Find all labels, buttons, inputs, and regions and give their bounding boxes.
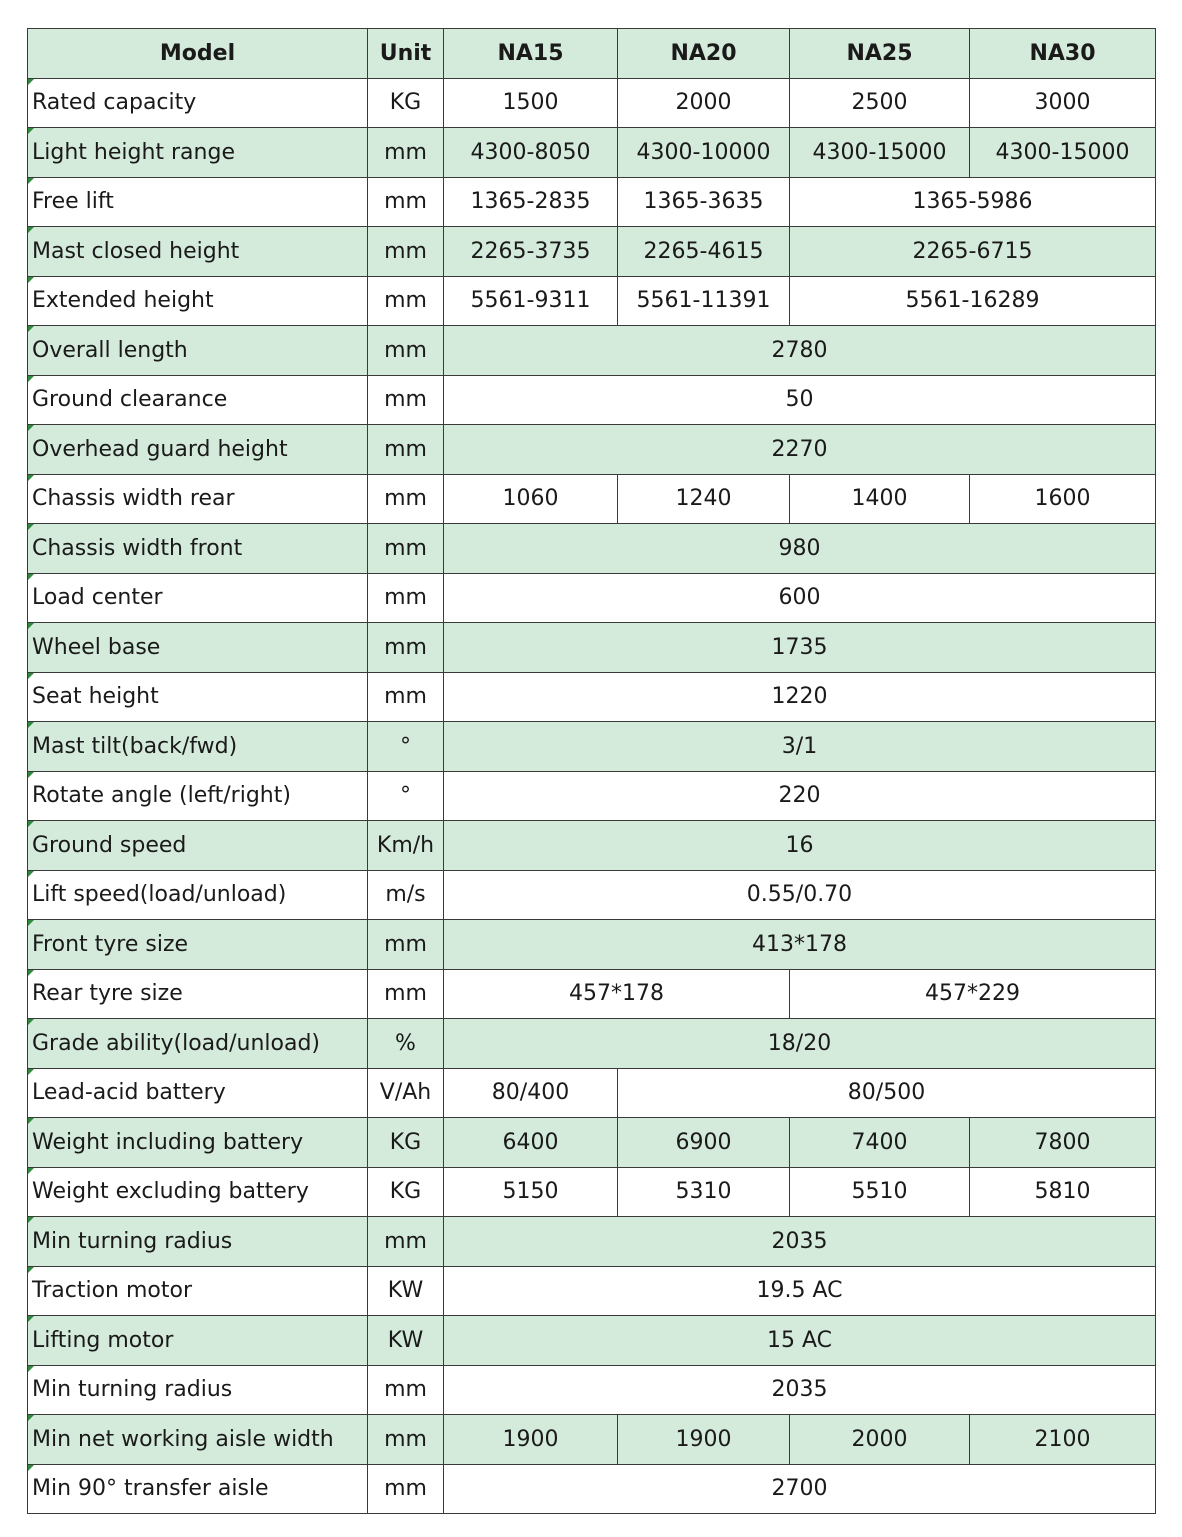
row-label: Wheel base xyxy=(28,623,368,673)
table-row xyxy=(28,1365,1156,1415)
table-row xyxy=(28,771,1156,821)
row-value: 16 xyxy=(444,821,1156,871)
row-unit: mm xyxy=(368,425,444,475)
row-value: 1900 xyxy=(618,1415,790,1465)
row-label: Min turning radius xyxy=(28,1365,368,1415)
row-label: Weight excluding battery xyxy=(28,1167,368,1217)
spec-table xyxy=(27,28,1156,1514)
row-label: Mast closed height xyxy=(28,227,368,277)
row-value: 5810 xyxy=(970,1167,1156,1217)
row-label: Grade ability(load/unload) xyxy=(28,1019,368,1069)
row-value: 19.5 AC xyxy=(444,1266,1156,1316)
spec-table-body xyxy=(28,29,1156,1514)
row-label: Ground speed xyxy=(28,821,368,871)
row-unit: KG xyxy=(368,1167,444,1217)
table-row xyxy=(28,1316,1156,1366)
row-label: Lift speed(load/unload) xyxy=(28,870,368,920)
table-row xyxy=(28,326,1156,376)
header-model-na20: NA20 xyxy=(618,29,790,79)
row-unit: ° xyxy=(368,771,444,821)
table-row xyxy=(28,276,1156,326)
row-label: Seat height xyxy=(28,672,368,722)
row-label: Min 90° transfer aisle xyxy=(28,1464,368,1514)
row-label: Rated capacity xyxy=(28,78,368,128)
row-value: 5510 xyxy=(790,1167,970,1217)
row-value: 2270 xyxy=(444,425,1156,475)
table-row xyxy=(28,474,1156,524)
header-model: Model xyxy=(28,29,368,79)
row-label: Overall length xyxy=(28,326,368,376)
row-value: 1900 xyxy=(444,1415,618,1465)
row-label: Rear tyre size xyxy=(28,969,368,1019)
table-row xyxy=(28,870,1156,920)
table-row xyxy=(28,573,1156,623)
row-label: Mast tilt(back/fwd) xyxy=(28,722,368,772)
row-value: 1500 xyxy=(444,78,618,128)
row-value: 50 xyxy=(444,375,1156,425)
row-value: 2100 xyxy=(970,1415,1156,1465)
table-row xyxy=(28,177,1156,227)
row-unit: mm xyxy=(368,375,444,425)
table-row xyxy=(28,1167,1156,1217)
row-value: 5561-11391 xyxy=(618,276,790,326)
row-unit: Km/h xyxy=(368,821,444,871)
row-label: Min net working aisle width xyxy=(28,1415,368,1465)
table-row xyxy=(28,78,1156,128)
row-value: 2265-6715 xyxy=(790,227,1156,277)
row-label: Free lift xyxy=(28,177,368,227)
table-header-row xyxy=(28,29,1156,79)
row-value: 80/400 xyxy=(444,1068,618,1118)
table-row xyxy=(28,524,1156,574)
row-value: 7800 xyxy=(970,1118,1156,1168)
row-unit: mm xyxy=(368,326,444,376)
row-value: 5310 xyxy=(618,1167,790,1217)
row-value: 2500 xyxy=(790,78,970,128)
row-unit: mm xyxy=(368,276,444,326)
table-row xyxy=(28,1266,1156,1316)
row-value: 2700 xyxy=(444,1464,1156,1514)
row-value: 5150 xyxy=(444,1167,618,1217)
row-unit: mm xyxy=(368,969,444,1019)
row-value: 1735 xyxy=(444,623,1156,673)
header-unit: Unit xyxy=(368,29,444,79)
table-row xyxy=(28,227,1156,277)
row-unit: KG xyxy=(368,78,444,128)
row-value: 7400 xyxy=(790,1118,970,1168)
header-model-na30: NA30 xyxy=(970,29,1156,79)
table-row xyxy=(28,128,1156,178)
table-row xyxy=(28,672,1156,722)
row-value: 1365-3635 xyxy=(618,177,790,227)
row-value: 1240 xyxy=(618,474,790,524)
row-value: 2035 xyxy=(444,1365,1156,1415)
row-value: 220 xyxy=(444,771,1156,821)
row-unit: V/Ah xyxy=(368,1068,444,1118)
row-label: Weight including battery xyxy=(28,1118,368,1168)
row-value: 0.55/0.70 xyxy=(444,870,1156,920)
row-value: 4300-8050 xyxy=(444,128,618,178)
row-label: Front tyre size xyxy=(28,920,368,970)
table-row xyxy=(28,1068,1156,1118)
row-label: Extended height xyxy=(28,276,368,326)
row-unit: mm xyxy=(368,1365,444,1415)
row-label: Chassis width front xyxy=(28,524,368,574)
row-label: Load center xyxy=(28,573,368,623)
row-unit: m/s xyxy=(368,870,444,920)
row-value: 980 xyxy=(444,524,1156,574)
table-row xyxy=(28,920,1156,970)
table-row xyxy=(28,969,1156,1019)
row-unit: KW xyxy=(368,1316,444,1366)
table-row xyxy=(28,722,1156,772)
row-value: 3000 xyxy=(970,78,1156,128)
row-value: 18/20 xyxy=(444,1019,1156,1069)
row-value: 2000 xyxy=(618,78,790,128)
table-row xyxy=(28,1019,1156,1069)
table-row xyxy=(28,425,1156,475)
row-value: 2265-4615 xyxy=(618,227,790,277)
row-label: Traction motor xyxy=(28,1266,368,1316)
row-unit: mm xyxy=(368,1464,444,1514)
row-unit: % xyxy=(368,1019,444,1069)
row-value: 1600 xyxy=(970,474,1156,524)
row-unit: mm xyxy=(368,524,444,574)
row-unit: mm xyxy=(368,227,444,277)
row-value: 2265-3735 xyxy=(444,227,618,277)
row-value: 1060 xyxy=(444,474,618,524)
row-unit: KW xyxy=(368,1266,444,1316)
row-unit: mm xyxy=(368,1217,444,1267)
row-value: 80/500 xyxy=(618,1068,1156,1118)
header-model-na25: NA25 xyxy=(790,29,970,79)
row-unit: KG xyxy=(368,1118,444,1168)
row-unit: mm xyxy=(368,672,444,722)
table-row xyxy=(28,1118,1156,1168)
row-label: Lifting motor xyxy=(28,1316,368,1366)
row-unit: mm xyxy=(368,623,444,673)
table-row xyxy=(28,1464,1156,1514)
row-value: 1400 xyxy=(790,474,970,524)
row-label: Rotate angle (left/right) xyxy=(28,771,368,821)
row-value: 1365-2835 xyxy=(444,177,618,227)
table-row xyxy=(28,821,1156,871)
row-label: Lead-acid battery xyxy=(28,1068,368,1118)
table-row xyxy=(28,1415,1156,1465)
table-row xyxy=(28,375,1156,425)
row-value: 15 AC xyxy=(444,1316,1156,1366)
row-unit: mm xyxy=(368,177,444,227)
row-value: 6900 xyxy=(618,1118,790,1168)
row-value: 2035 xyxy=(444,1217,1156,1267)
row-value: 1365-5986 xyxy=(790,177,1156,227)
row-value: 4300-10000 xyxy=(618,128,790,178)
row-value: 6400 xyxy=(444,1118,618,1168)
row-value: 457*229 xyxy=(790,969,1156,1019)
row-unit: ° xyxy=(368,722,444,772)
row-label: Ground clearance xyxy=(28,375,368,425)
row-value: 413*178 xyxy=(444,920,1156,970)
header-model-na15: NA15 xyxy=(444,29,618,79)
row-value: 5561-9311 xyxy=(444,276,618,326)
row-label: Light height range xyxy=(28,128,368,178)
row-unit: mm xyxy=(368,1415,444,1465)
table-row xyxy=(28,1217,1156,1267)
row-label: Min turning radius xyxy=(28,1217,368,1267)
row-unit: mm xyxy=(368,573,444,623)
row-value: 2780 xyxy=(444,326,1156,376)
table-row xyxy=(28,623,1156,673)
row-unit: mm xyxy=(368,474,444,524)
row-unit: mm xyxy=(368,128,444,178)
row-value: 457*178 xyxy=(444,969,790,1019)
row-value: 4300-15000 xyxy=(970,128,1156,178)
row-value: 2000 xyxy=(790,1415,970,1465)
row-unit: mm xyxy=(368,920,444,970)
row-value: 600 xyxy=(444,573,1156,623)
row-label: Overhead guard height xyxy=(28,425,368,475)
row-value: 5561-16289 xyxy=(790,276,1156,326)
row-value: 3/1 xyxy=(444,722,1156,772)
row-value: 4300-15000 xyxy=(790,128,970,178)
row-label: Chassis width rear xyxy=(28,474,368,524)
row-value: 1220 xyxy=(444,672,1156,722)
